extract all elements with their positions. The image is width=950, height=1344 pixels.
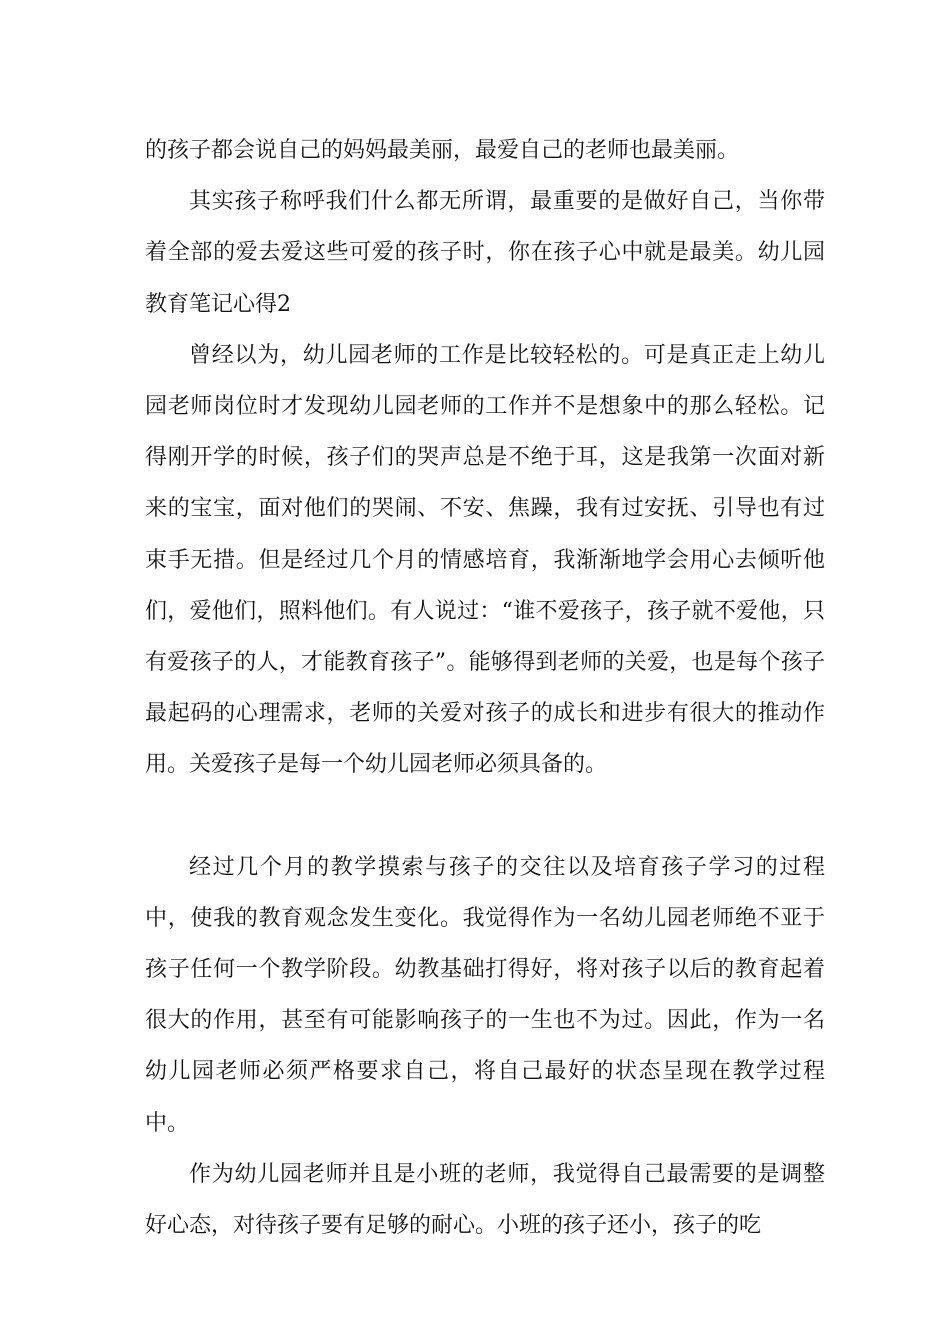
paragraph-3: 曾经以为，幼儿园老师的工作是比较轻松的。可是真正走上幼儿园老师岗位时才发现幼儿园老师的工作并不是想象中的那么轻松。记得刚开学的时候，孩子们的哭声总是不绝于耳，这是我第一次面对新来的宝宝，面对他们的哭闹、不安、焦躁，我有过安抚、引导也有过束手无措。但是经过几个月的情感培育，我渐渐地学会用心去倾听他们，爱他们，照料他们。有人说过：“谁不爱孩子，孩子就不爱他，只有爱孩子的人，才能教育孩子”。能够得到老师的关爱，也是每个孩子最起码的心理需求，老师的关爱对孩子的成长和进步有很大的推动作用。关爱孩子是每一个幼儿园老师必须具备的。 [145,342,825,778]
paragraph-2: 其实孩子称呼我们什么都无所谓，最重要的是做好自己，当你带着全部的爱去爱这些可爱的孩子时，你在孩子心中就是最美。幼儿园教育笔记心得2 [145,189,825,317]
paragraph-1: 的孩子都会说自己的妈妈最美丽，最爱自己的老师也最美丽。 [145,138,740,163]
document-body [145,125,825,1251]
paragraph-spacer [145,791,825,842]
paragraph-5: 作为幼儿园老师并且是小班的老师，我觉得自己最需要的是调整好心态，对待孩子要有足够的耐心。小班的孩子还小，孩子的吃 [145,1161,825,1239]
paragraph-4: 经过几个月的教学摸索与孩子的交往以及培育孩子学习的过程中，使我的教育观念发生变化。我觉得作为一名幼儿园老师绝不亚于孩子任何一个教学阶段。幼教基础打得好，将对孩子以后的教育起着很大的作用，甚至有可能影响孩子的一生也不为过。因此，作为一名幼儿园老师必须严格要求自己，将自己最好的状态呈现在教学过程中。 [145,854,825,1136]
